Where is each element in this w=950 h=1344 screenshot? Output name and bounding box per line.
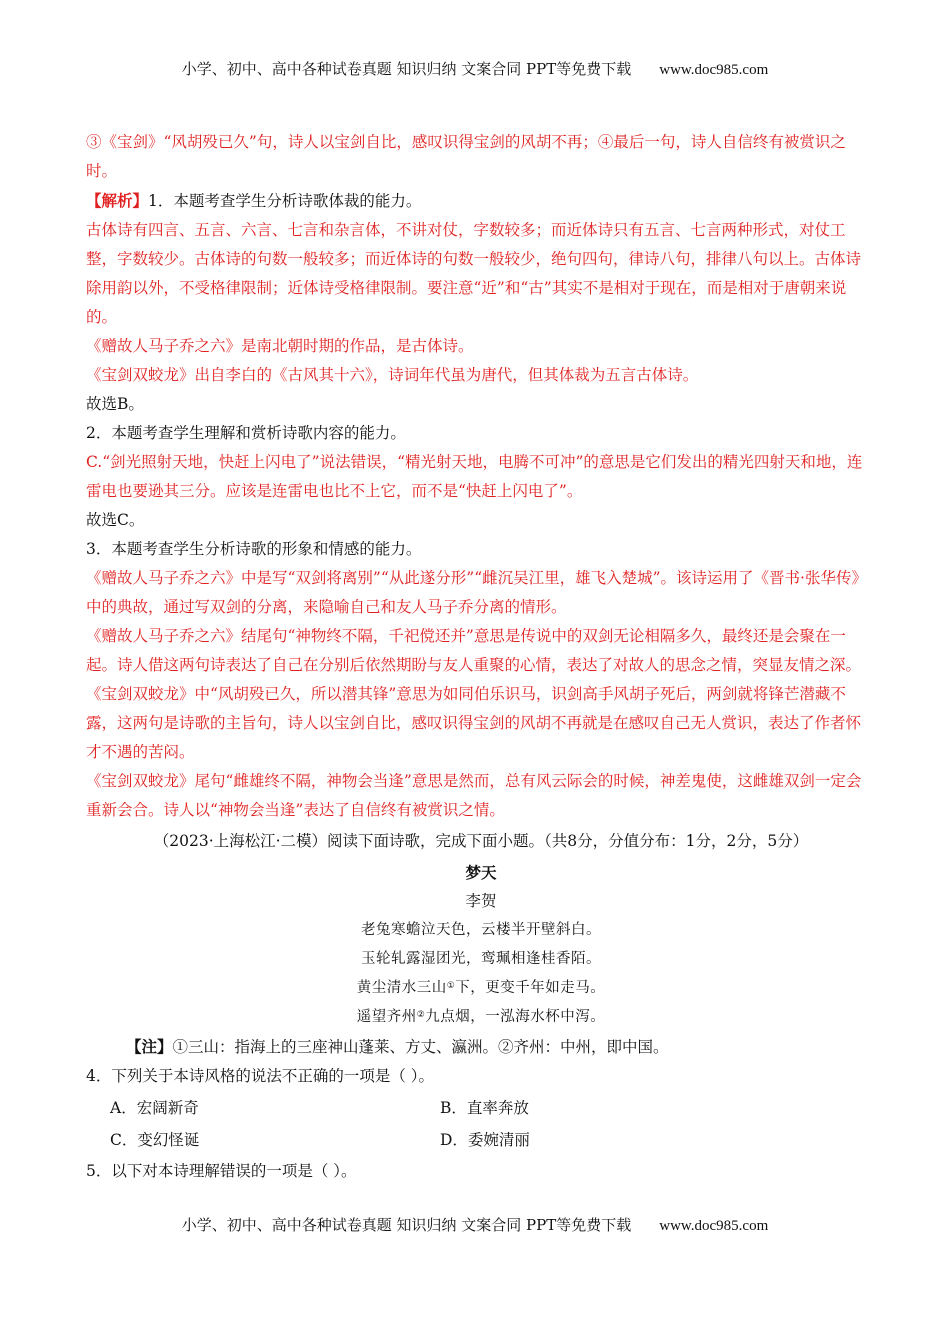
q2-answer: 故选C。 bbox=[86, 511, 145, 529]
q4-options-row-2 bbox=[86, 1125, 876, 1155]
footnote-marker: ② bbox=[416, 1010, 426, 1020]
poem-line-text: 遥望齐州 bbox=[356, 1009, 417, 1025]
poem-line bbox=[86, 916, 876, 945]
q1-heading-text: 1．本题考查学生分析诗歌体裁的能力。 bbox=[148, 192, 422, 210]
poem-line-text: 黄尘清水三山 bbox=[356, 980, 447, 996]
question-4: 4．下列关于本诗风格的说法不正确的一项是（ ）。 bbox=[86, 1067, 435, 1085]
q3-paragraph-3: 《宝剑双蛟龙》中“风胡殁已久，所以潜其锋”意思为如同伯乐识马，识剑高手风胡子死后，两剑就将锋芒潜藏不露，这两句是诗歌的主旨句，诗人以宝剑自比，感叹识得宝剑的风胡不再就是在感叹自己无人赏识，表达了作者怀才不遇的苦闷。 bbox=[86, 685, 862, 761]
q3-paragraph-2: 《赠故人马子乔之六》结尾句“神物终不隔，千祀傥还并”意思是传说中的双剑无论相隔多久，最终还是会聚在一起。诗人借这两句诗表达了自己在分别后依然期盼与友人重聚的心情，表达了对故人的思念之情，突显友情之深。 bbox=[86, 627, 862, 674]
page-footer bbox=[0, 1214, 950, 1235]
poem-note bbox=[86, 1032, 876, 1062]
q3-paragraph-4: 《宝剑双蛟龙》尾句“雌雄终不隔，神物会当逢”意思是然而，总有风云际会的时候，神差鬼使，这雌雄双剑一定会重新会合。诗人以“神物会当逢”表达了自信终有被赏识之情。 bbox=[86, 772, 862, 819]
analysis-tag: 【解析】 bbox=[86, 191, 149, 210]
footer-text: 小学、初中、高中各种试卷真题 知识归纳 文案合同 PPT等免费下载 bbox=[181, 1216, 632, 1234]
analysis-q1-heading bbox=[86, 186, 876, 216]
q1-body: 古体诗有四言、五言、六言、七言和杂言体，不讲对仗，字数较多；而近体诗只有五言、七言两种形式，对仗工整，字数较少。古体诗的句数一般较多；而近体诗的句数一般较少，绝句四句，律诗八句，排律八句以上。古体诗除用韵以外，不受格律限制；近体诗受格律限制。要注意“近”和“古”其实不是相对于现在，而是相对于唐朝来说的。 bbox=[86, 221, 862, 326]
poem-line-text: 老兔寒蟾泣天色，云楼半开壁斜白。 bbox=[361, 922, 601, 938]
q1-line-2: 《赠故人马子乔之六》是南北朝时期的作品，是古体诗。 bbox=[86, 337, 474, 355]
option-d[interactable]: D．委婉清丽 bbox=[440, 1131, 530, 1149]
poem-line bbox=[86, 974, 876, 1003]
option-a[interactable]: A．宏阔新奇 bbox=[110, 1099, 199, 1117]
q1-line-3: 《宝剑双蛟龙》出自李白的《古风其十六》，诗词年代虽为唐代，但其体裁为五言古体诗。 bbox=[86, 366, 699, 384]
poem-title: 梦天 bbox=[465, 863, 497, 882]
q3-paragraph-1: 《赠故人马子乔之六》中是写“双剑将离别”“从此遂分形”“雌沉吴江里，雄飞入楚城”。该诗运用了《晋书·张华传》中的典故，通过写双剑的分离，来隐喻自己和友人马子乔分离的情形。 bbox=[86, 569, 867, 616]
q2-heading: 2．本题考查学生理解和赏析诗歌内容的能力。 bbox=[86, 424, 406, 442]
analysis-paragraph: ③《宝剑》“风胡殁已久”句，诗人以宝剑自比，感叹识得宝剑的风胡不再；④最后一句，诗人自信终有被赏识之时。 bbox=[86, 133, 846, 180]
header-site: www.doc985.com bbox=[659, 62, 769, 78]
q3-heading: 3．本题考查学生分析诗歌的形象和情感的能力。 bbox=[86, 540, 422, 558]
note-tag: 【注】 bbox=[126, 1037, 173, 1056]
header-text: 小学、初中、高中各种试卷真题 知识归纳 文案合同 PPT等免费下载 bbox=[181, 60, 632, 78]
section-intro: （2023·上海松江·二模）阅读下面诗歌，完成下面小题。（共8分，分值分布：1分，2分，5分） bbox=[153, 832, 809, 850]
page-header bbox=[0, 58, 950, 79]
question-5: 5．以下对本诗理解错误的一项是（ ）。 bbox=[86, 1162, 357, 1180]
option-c[interactable]: C．变幻怪诞 bbox=[110, 1131, 200, 1149]
q4-options-row-1 bbox=[86, 1093, 876, 1123]
poem-author: 李贺 bbox=[465, 892, 497, 910]
poem-line-text: 九点烟，一泓海水杯中泻。 bbox=[425, 1009, 606, 1025]
q1-answer: 故选B。 bbox=[86, 395, 144, 413]
footer-site: www.doc985.com bbox=[659, 1218, 769, 1234]
q2-body: C.“剑光照射天地，快赶上闪电了”说法错误，“精光射天地，电腾不可冲”的意思是它们发出的精光四射天和地，连雷电也要逊其三分。应该是连雷电也比不上它，而不是“快赶上闪电了”。 bbox=[86, 453, 863, 500]
poem-line-text: 下，更变千年如走马。 bbox=[455, 980, 606, 996]
note-text: ①三山：指海上的三座神山蓬莱、方丈、瀛洲。②齐州：中州，即中国。 bbox=[172, 1038, 669, 1056]
footnote-marker: ① bbox=[446, 981, 456, 991]
page-content bbox=[86, 128, 876, 1186]
poem-line-text: 玉轮轧露湿团光，鸾珮相逢桂香陌。 bbox=[361, 951, 601, 967]
poem-line bbox=[86, 1003, 876, 1032]
poem-line bbox=[86, 945, 876, 974]
option-b[interactable]: B．直率奔放 bbox=[440, 1099, 529, 1117]
